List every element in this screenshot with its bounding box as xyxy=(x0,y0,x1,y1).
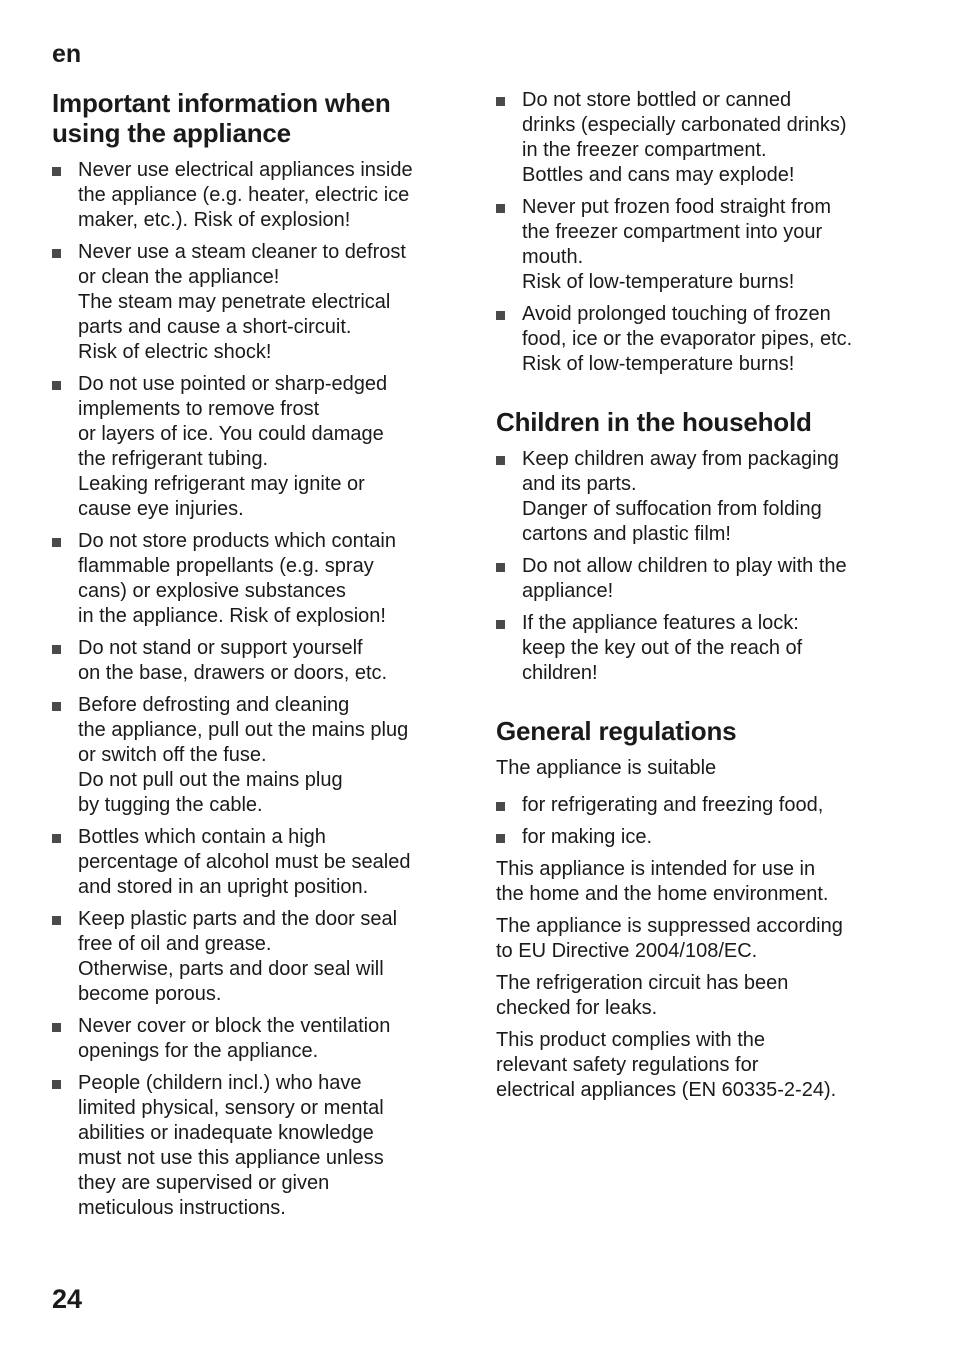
general-list xyxy=(496,793,901,850)
square-bullet-icon xyxy=(496,620,505,629)
square-bullet-icon xyxy=(496,311,505,320)
square-bullet-icon xyxy=(496,456,505,465)
square-bullet-icon xyxy=(52,1023,61,1032)
square-bullet-icon xyxy=(52,1080,61,1089)
list-item xyxy=(52,1014,457,1064)
language-code: en xyxy=(52,40,82,68)
list-item xyxy=(496,195,901,295)
list-item-text: Avoid prolonged touching of frozen food, ice or the evaporator pipes, etc. Risk of low-temperature burns! xyxy=(522,303,853,375)
list-item-text: Never use a steam cleaner to defrost or clean the appliance! The steam may penetrate electrical parts and cause a short-circuit. Risk of electric shock! xyxy=(78,241,406,363)
list-item xyxy=(52,529,457,629)
list-item xyxy=(496,554,901,604)
square-bullet-icon xyxy=(496,97,505,106)
children-list xyxy=(496,447,901,686)
square-bullet-icon xyxy=(496,204,505,213)
important-information-list-continued xyxy=(496,88,901,377)
list-item-text: Keep plastic parts and the door seal free of oil and grease. Otherwise, parts and door seal will become porous. xyxy=(78,908,398,1005)
list-item-text: Do not store bottled or canned drinks (especially carbonated drinks) in the freezer compartment. Bottles and cans may explode! xyxy=(522,89,847,186)
section-title-general-regulations: General regulations xyxy=(496,716,737,746)
general-intro: The appliance is suitable xyxy=(496,757,717,779)
list-item xyxy=(496,611,901,686)
list-item xyxy=(52,158,457,233)
square-bullet-icon xyxy=(496,802,505,811)
list-item xyxy=(52,693,457,818)
list-item-text: Never use electrical appliances inside the appliance (e.g. heater, electric ice maker, etc.). Risk of explosion! xyxy=(78,159,413,231)
list-item-text: for refrigerating and freezing food, xyxy=(522,794,824,816)
page-number: 24 xyxy=(52,1284,83,1314)
list-item xyxy=(496,447,901,547)
square-bullet-icon xyxy=(52,381,61,390)
list-item-text: If the appliance features a lock: keep the key out of the reach of children! xyxy=(522,612,803,684)
list-item-text: Bottles which contain a high percentage of alcohol must be sealed and stored in an upright position. xyxy=(78,826,411,898)
right-column xyxy=(496,88,901,1110)
general-paragraph: This product complies with the relevant safety regulations for electrical appliances (EN 60335-2-24). xyxy=(496,1029,837,1101)
square-bullet-icon xyxy=(52,916,61,925)
general-paragraph: This appliance is intended for use in the home and the home environment. xyxy=(496,858,829,905)
list-item xyxy=(496,302,901,377)
list-item xyxy=(52,907,457,1007)
square-bullet-icon xyxy=(52,702,61,711)
list-item-text: Do not allow children to play with the appliance! xyxy=(522,555,847,602)
list-item xyxy=(52,825,457,900)
general-paragraph: The refrigeration circuit has been checked for leaks. xyxy=(496,972,789,1019)
section-title-children: Children in the household xyxy=(496,407,812,437)
list-item-text: Do not use pointed or sharp-edged implements to remove frost or layers of ice. You could damage the refrigerant tubing. Leaking refrigerant may ignite or cause eye injuries. xyxy=(78,373,388,520)
list-item-text: People (childern incl.) who have limited physical, sensory or mental abilities or inadequate knowledge must not use this appliance unless they are supervised or given meticulous instructions. xyxy=(78,1072,384,1219)
square-bullet-icon xyxy=(52,834,61,843)
list-item-text: Never put frozen food straight from the freezer compartment into your mouth. Risk of low-temperature burns! xyxy=(522,196,832,293)
list-item-text: Keep children away from packaging and its parts. Danger of suffocation from folding cartons and plastic film! xyxy=(522,448,839,545)
list-item xyxy=(496,88,901,188)
square-bullet-icon xyxy=(52,645,61,654)
list-item xyxy=(52,372,457,522)
list-item xyxy=(52,240,457,365)
section-title-important-information: Important information when using the appliance xyxy=(52,88,391,148)
list-item-text: Never cover or block the ventilation openings for the appliance. xyxy=(78,1015,391,1062)
list-item xyxy=(496,825,901,850)
important-information-list xyxy=(52,158,457,1221)
general-paragraph: The appliance is suppressed according to EU Directive 2004/108/EC. xyxy=(496,915,843,962)
square-bullet-icon xyxy=(496,834,505,843)
list-item xyxy=(496,793,901,818)
left-column xyxy=(52,88,457,1228)
list-item-text: for making ice. xyxy=(522,826,653,848)
square-bullet-icon xyxy=(52,249,61,258)
list-item-text: Do not stand or support yourself on the base, drawers or doors, etc. xyxy=(78,637,388,684)
list-item xyxy=(52,1071,457,1221)
square-bullet-icon xyxy=(52,167,61,176)
square-bullet-icon xyxy=(496,563,505,572)
list-item-text: Do not store products which contain flammable propellants (e.g. spray cans) or explosive substances in the appliance. Risk of explosion! xyxy=(78,530,396,627)
list-item-text: Before defrosting and cleaning the appliance, pull out the mains plug or switch off the fuse. Do not pull out the mains plug by tugging the cable. xyxy=(78,694,409,816)
list-item xyxy=(52,636,457,686)
square-bullet-icon xyxy=(52,538,61,547)
